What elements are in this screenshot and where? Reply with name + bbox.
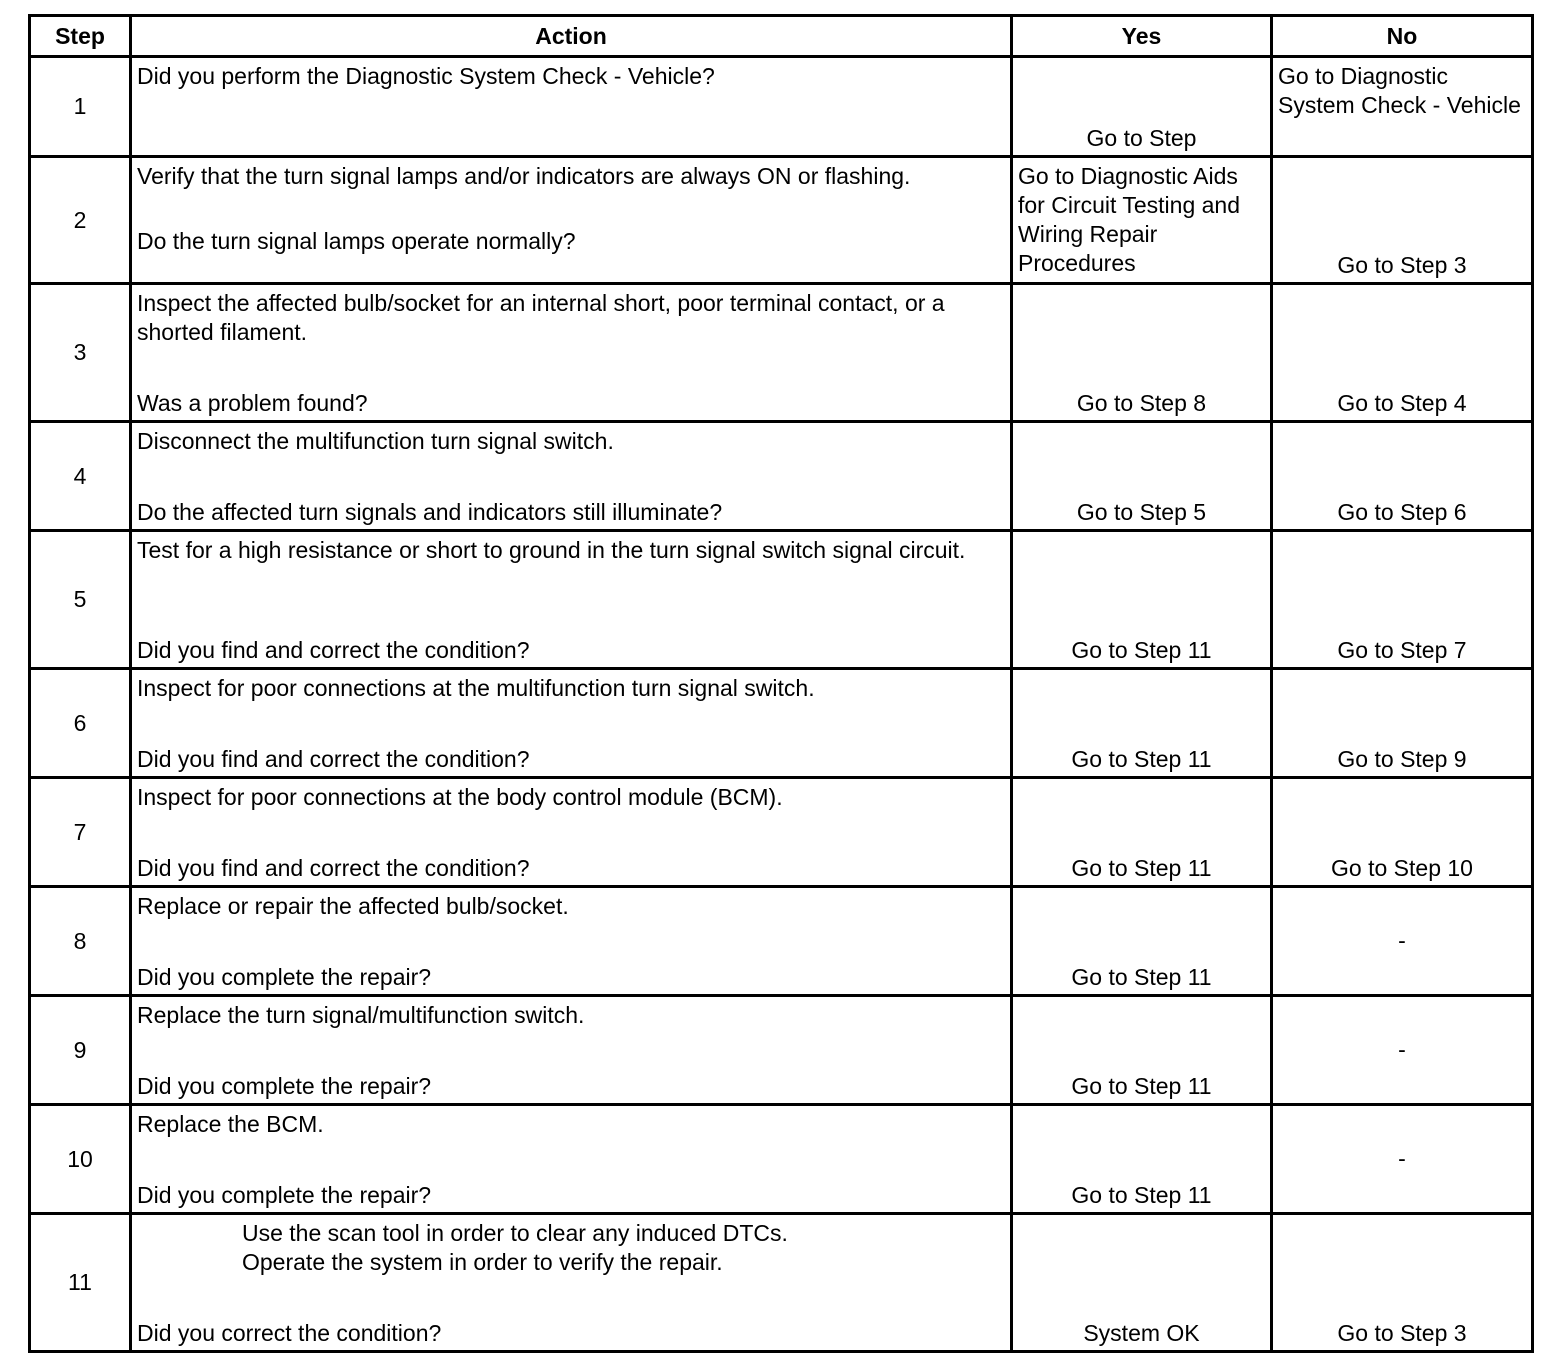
action-text: Inspect the affected bulb/socket for an internal short, poor terminal contact, or a shorted filament. — [137, 290, 945, 345]
action-text: Operate the system in order to verify the repair. — [242, 1249, 723, 1275]
table-row — [30, 422, 1533, 531]
no-cell — [1272, 778, 1533, 887]
action-cell — [131, 284, 1012, 422]
no-result: Go to Step 6 — [1337, 499, 1467, 525]
action-text: Verify that the turn signal lamps and/or indicators are always ON or flashing. — [137, 163, 911, 189]
yes-result: Go to Step 11 — [1071, 746, 1212, 772]
yes-cell — [1012, 157, 1272, 284]
no-result: Go to Step 10 — [1331, 855, 1473, 881]
header-action: Action — [131, 16, 1012, 57]
yes-result: Go to Step 8 — [1076, 390, 1207, 416]
table-row — [30, 669, 1533, 778]
yes-result: Go to Step 11 — [1071, 855, 1212, 881]
no-cell — [1272, 422, 1533, 531]
action-text: Replace the BCM. — [137, 1111, 324, 1137]
no-cell — [1272, 996, 1533, 1105]
step-number: 11 — [30, 1214, 131, 1352]
no-result: Go to Step 4 — [1337, 390, 1467, 416]
yes-result: Go to Step — [1086, 125, 1197, 151]
header-yes: Yes — [1012, 16, 1272, 57]
table-row — [30, 57, 1533, 157]
yes-result: Go to Step 5 — [1076, 499, 1207, 525]
table-row — [30, 157, 1533, 284]
table-row — [30, 887, 1533, 996]
action-cell — [131, 778, 1012, 887]
action-text: Replace the turn signal/multifunction switch. — [137, 1002, 585, 1028]
action-text: Inspect for poor connections at the body control module (BCM). — [137, 784, 783, 810]
header-row — [30, 16, 1533, 57]
no-result: Go to Diagnostic System Check - Vehicle — [1278, 63, 1521, 118]
table-row — [30, 996, 1533, 1105]
no-cell — [1272, 157, 1533, 284]
no-cell — [1272, 1214, 1533, 1352]
table-row — [30, 531, 1533, 669]
yes-cell — [1012, 1105, 1272, 1214]
step-number: 10 — [30, 1105, 131, 1214]
action-cell — [131, 669, 1012, 778]
yes-cell — [1012, 669, 1272, 778]
question-text: Did you find and correct the condition? — [137, 746, 530, 772]
step-number: 6 — [30, 669, 131, 778]
no-result: Go to Step 7 — [1337, 637, 1467, 663]
action-text: Use the scan tool in order to clear any induced DTCs. — [242, 1220, 788, 1246]
question-text: Did you find and correct the condition? — [137, 855, 530, 881]
table-row — [30, 1105, 1533, 1214]
yes-cell — [1012, 57, 1272, 157]
yes-result: Go to Step 11 — [1071, 964, 1212, 990]
action-cell — [131, 1105, 1012, 1214]
yes-result: Go to Step 11 — [1071, 637, 1212, 663]
table-row — [30, 284, 1533, 422]
yes-result: Go to Diagnostic Aids for Circuit Testing and Wiring Repair Procedures — [1018, 163, 1241, 276]
no-cell — [1272, 531, 1533, 669]
table-row — [30, 1214, 1533, 1352]
yes-result: Go to Step 11 — [1071, 1182, 1212, 1208]
question-text: Was a problem found? — [137, 390, 368, 416]
header-step: Step — [30, 16, 131, 57]
action-cell — [131, 996, 1012, 1105]
header-no: No — [1272, 16, 1533, 57]
action-text: Inspect for poor connections at the multifunction turn signal switch. — [137, 675, 815, 701]
question-text: Did you complete the repair? — [137, 1073, 432, 1099]
no-cell — [1272, 1105, 1533, 1214]
action-cell — [131, 1214, 1012, 1352]
step-number: 5 — [30, 531, 131, 669]
step-number: 1 — [30, 57, 131, 157]
step-number: 3 — [30, 284, 131, 422]
action-text: Test for a high resistance or short to ground in the turn signal switch signal circuit. — [137, 537, 966, 563]
yes-cell — [1012, 996, 1272, 1105]
yes-cell — [1012, 422, 1272, 531]
question-text: Do the turn signal lamps operate normally? — [137, 228, 576, 254]
diagnostic-table — [28, 14, 1534, 1353]
no-result: Go to Step 9 — [1337, 746, 1467, 772]
action-text: Replace or repair the affected bulb/socket. — [137, 893, 569, 919]
no-cell — [1272, 284, 1533, 422]
question-text: Did you find and correct the condition? — [137, 637, 530, 663]
step-number: 4 — [30, 422, 131, 531]
yes-result: Go to Step 11 — [1071, 1073, 1212, 1099]
question-text: Did you complete the repair? — [137, 1182, 432, 1208]
no-result: - — [1398, 927, 1406, 954]
yes-cell — [1012, 531, 1272, 669]
yes-cell — [1012, 1214, 1272, 1352]
yes-cell — [1012, 887, 1272, 996]
step-number: 2 — [30, 157, 131, 284]
action-cell — [131, 887, 1012, 996]
question-text: Do the affected turn signals and indicators still illuminate? — [137, 499, 723, 525]
action-text: Disconnect the multifunction turn signal switch. — [137, 428, 614, 454]
no-cell — [1272, 669, 1533, 778]
no-result: Go to Step 3 — [1337, 1320, 1467, 1346]
no-result: Go to Step 3 — [1337, 252, 1467, 278]
action-text: Did you perform the Diagnostic System Check - Vehicle? — [137, 63, 715, 89]
step-number: 7 — [30, 778, 131, 887]
yes-result: System OK — [1083, 1320, 1200, 1346]
no-result: - — [1398, 1036, 1406, 1063]
no-result: - — [1398, 1145, 1406, 1172]
table-row — [30, 778, 1533, 887]
no-cell — [1272, 887, 1533, 996]
yes-cell — [1012, 778, 1272, 887]
action-cell — [131, 57, 1012, 157]
step-number: 8 — [30, 887, 131, 996]
step-number: 9 — [30, 996, 131, 1105]
yes-cell — [1012, 284, 1272, 422]
action-cell — [131, 531, 1012, 669]
no-cell — [1272, 57, 1533, 157]
action-list — [132, 1215, 1010, 1277]
action-cell — [131, 157, 1012, 284]
question-text: Did you complete the repair? — [137, 964, 432, 990]
action-cell — [131, 422, 1012, 531]
question-text: Did you correct the condition? — [137, 1320, 442, 1346]
